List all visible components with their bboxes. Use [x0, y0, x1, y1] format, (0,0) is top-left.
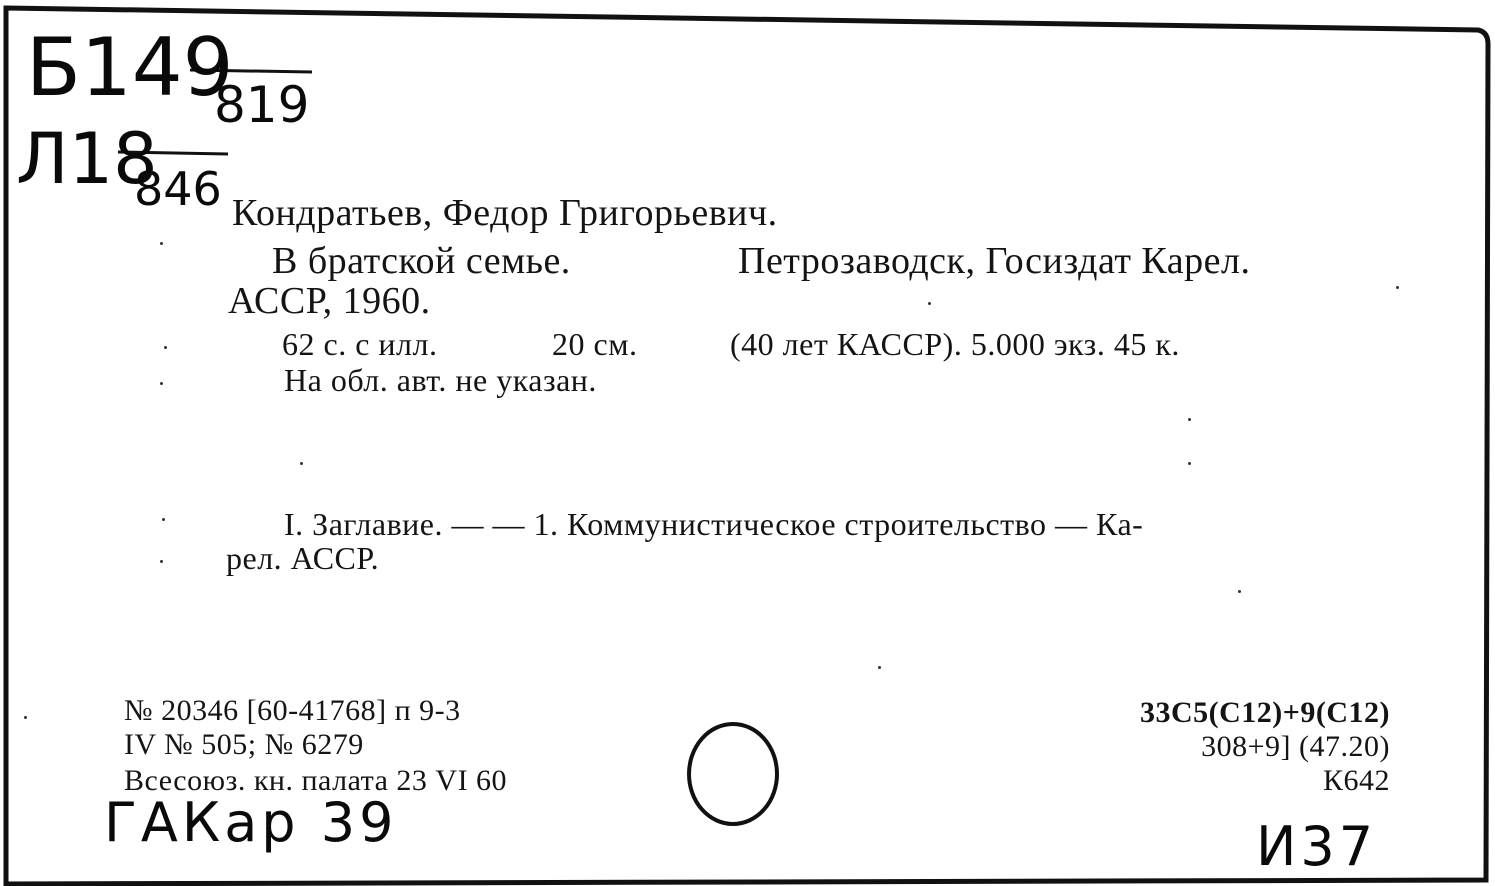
series-print-run: (40 лет КАССР). 5.000 экз. 45 к.	[730, 326, 1180, 362]
chamber-date: Всесоюз. кн. палата 23 VI 60	[124, 764, 508, 797]
speck	[1238, 590, 1241, 593]
speck	[164, 346, 167, 349]
shelf-mark-top-sub: 819	[214, 76, 310, 134]
classification-code: 33С5(С12)+9(С12)	[1139, 696, 1390, 729]
speck	[1188, 418, 1191, 421]
subject-line-2: рел. АССР.	[226, 540, 380, 576]
registry-subnumber: IV № 505; № 6279	[124, 728, 364, 761]
inventory-mark: И37	[1256, 815, 1378, 878]
speck	[300, 462, 303, 465]
speck	[160, 560, 163, 563]
speck	[160, 382, 163, 385]
publisher-line: Петрозаводск, Госиздат Карел.	[738, 240, 1251, 282]
registry-number: № 20346 [60-41768] п 9-3	[124, 694, 461, 727]
subject-line-1: I. Заглавие. — — 1. Коммунистическое строительство — Ка-	[284, 506, 1144, 542]
classification-code-2: 308+9] (47.20)	[1201, 730, 1390, 763]
shelf-mark-bottom-sub: 846	[134, 162, 222, 216]
speck	[24, 716, 27, 719]
archive-mark: ГАКар 39	[104, 791, 398, 854]
speck	[162, 518, 165, 521]
punch-hole	[689, 724, 777, 824]
speck	[1188, 462, 1191, 465]
pages: 62 с. с илл.	[282, 326, 438, 362]
note: На обл. авт. не указан.	[284, 362, 597, 398]
author-heading: Кондратьев, Федор Григорьевич.	[232, 192, 778, 234]
book-title: В братской семье.	[272, 240, 571, 282]
shelf-mark-top: Б149	[26, 21, 234, 114]
speck	[878, 666, 881, 669]
speck	[928, 302, 931, 305]
speck	[160, 242, 163, 245]
author-sign: К642	[1322, 764, 1390, 797]
size: 20 см.	[552, 326, 638, 362]
publisher-line-2: АССР, 1960.	[228, 280, 431, 322]
speck	[1396, 286, 1399, 289]
shelf-mark-bottom: Л18	[16, 118, 158, 200]
